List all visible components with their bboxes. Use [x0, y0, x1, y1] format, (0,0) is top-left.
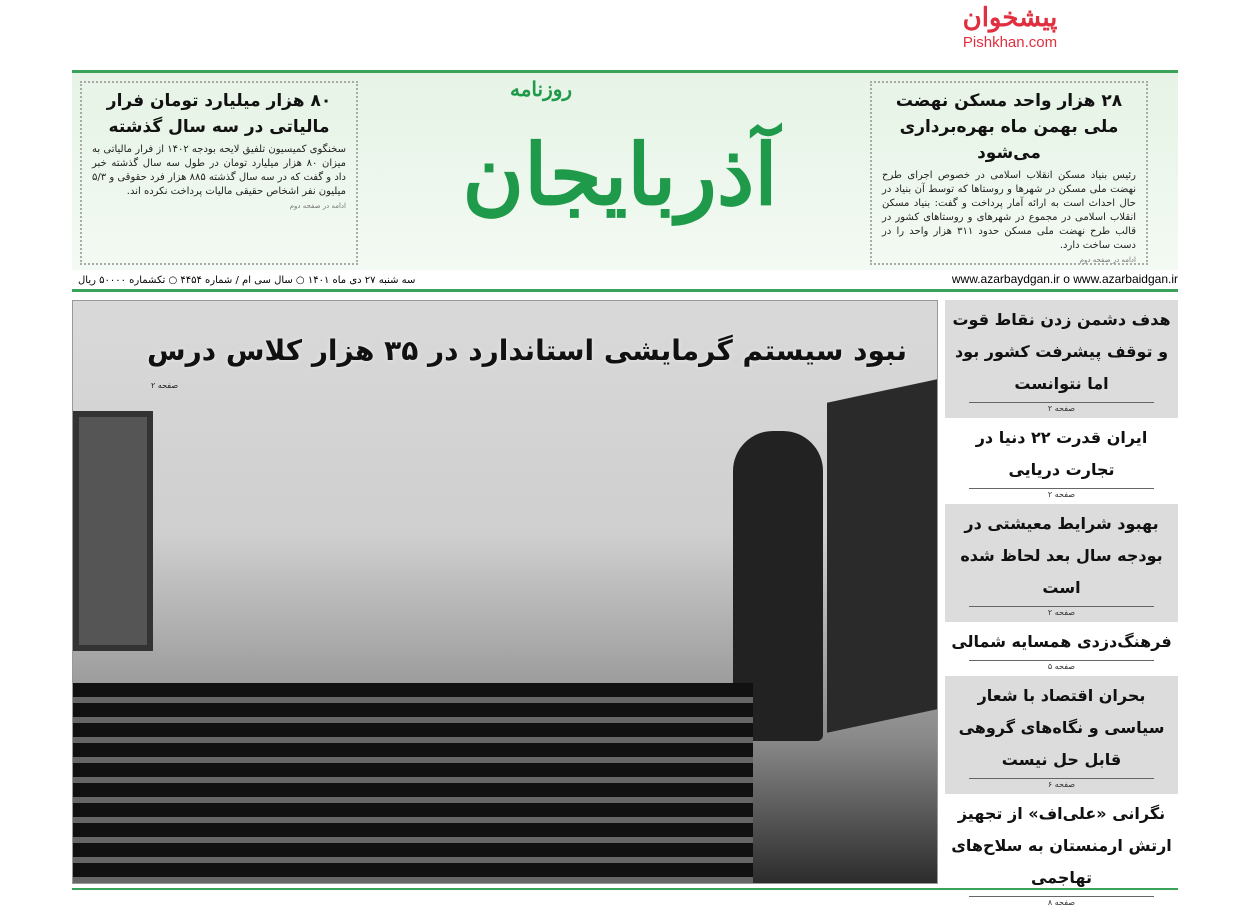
- masthead-prefix: روزنامه: [510, 77, 573, 101]
- left-news-title: ۸۰ هزار میلیارد تومان فرار مالیاتی در سه سال گذشته: [106, 91, 332, 137]
- side-headlines: [945, 300, 1178, 912]
- side-headline-page: صفحه ۵: [969, 660, 1154, 676]
- blackboard: [827, 379, 937, 732]
- watermark-en: Pishkhan.com: [962, 34, 1058, 51]
- side-headline-title: نگرانی «علی‌اف» از تجهیز ارتش ارمنستان به سلاح‌های تهاجمی: [951, 804, 1172, 887]
- side-headline-page: صفحه ۸: [969, 896, 1154, 912]
- side-headline-title: ایران قدرت ۲۲ دنیا در تجارت دریایی: [975, 428, 1148, 479]
- masthead-name: آذربایجان: [462, 125, 778, 224]
- website-urls: www.azarbaydgan.ir o www.azarbaidgan.ir: [951, 272, 1178, 286]
- side-headline-page: صفحه ۲: [969, 488, 1154, 504]
- side-headline[interactable]: [945, 504, 1178, 622]
- side-headline-page: صفحه ۶: [969, 778, 1154, 794]
- heater: [73, 683, 753, 883]
- side-headline[interactable]: [945, 676, 1178, 794]
- issue-date: سه شنبه ۲۷ دی ماه ۱۴۰۱ ○ سال سی ام / شماره ۴۴۵۴ ○ تکشماره ۵۰۰۰۰ ریال: [78, 275, 416, 286]
- masthead-logo: [420, 76, 820, 262]
- pishkhan-watermark: [960, 2, 1060, 52]
- left-news-more: ادامه در صفحه دوم: [289, 202, 346, 210]
- right-news-body: رئیس بنیاد مسکن انقلاب اسلامی در خصوص اجرای طرح نهضت ملی مسکن در شهرها و روستاها که توسط آن بنیاد در حال احداث است به ارائه آمار پرداخت و گفت: بنیاد مسکن انقلاب اسلامی در مجموع در شهرهای و روستاهای کشور در قالب طرح نهضت ملی مسکن حدود ۳۱۱ هزار واحد را در دست ساخت دارد.: [882, 170, 1136, 251]
- side-headline[interactable]: [945, 300, 1178, 418]
- main-page-ref: صفحه ۲: [151, 381, 179, 390]
- main-headline[interactable]: نبود سیستم گرمایشی استاندارد در ۳۵ هزار کلاس درس: [147, 334, 907, 367]
- right-news-box[interactable]: [870, 81, 1148, 265]
- bottom-rule: [72, 888, 1178, 890]
- side-headline-title: فرهنگ‌دزدی همسایه شمالی: [951, 632, 1172, 651]
- watermark-fa: پیشخوان: [962, 3, 1058, 33]
- main-photo[interactable]: [72, 300, 938, 884]
- side-headline-page: صفحه ۲: [969, 606, 1154, 622]
- window: [73, 411, 153, 651]
- side-headline-page: صفحه ۲: [969, 402, 1154, 418]
- side-headline[interactable]: [945, 622, 1178, 676]
- left-news-body: سخنگوی کمیسیون تلفیق لایحه بودجه ۱۴۰۲ از فرار مالیاتی به میزان ۸۰ هزار میلیارد تومان در طول سه سال گذشته خبر داد و گفت که در سه سال گذشته ۸۸۵ هزار فرد حقوقی و ۵/۳ میلیون نفر اشخاص حقیقی مالیات پرداخت نکرده اند.: [92, 144, 347, 197]
- side-headline[interactable]: [945, 418, 1178, 504]
- side-headline-title: بهبود شرایط معیشتی در بودجه سال بعد لحاظ شده است: [960, 514, 1163, 597]
- side-headline[interactable]: [945, 794, 1178, 912]
- right-news-title: ۲۸ هزار واحد مسکن نهضت ملی بهمن ماه بهره‌برداری می‌شود: [895, 91, 1123, 163]
- side-headline-title: بحران اقتصاد با شعار سیاسی و نگاه‌های گروهی قابل حل نیست: [958, 686, 1165, 769]
- dateline: [72, 272, 1178, 292]
- left-news-box[interactable]: [80, 81, 358, 265]
- side-headline-title: هدف دشمن زدن نقاط قوت و توقف پیشرفت کشور بود اما نتوانست: [952, 310, 1171, 393]
- right-news-more: ادامه در صفحه دوم: [1079, 256, 1136, 264]
